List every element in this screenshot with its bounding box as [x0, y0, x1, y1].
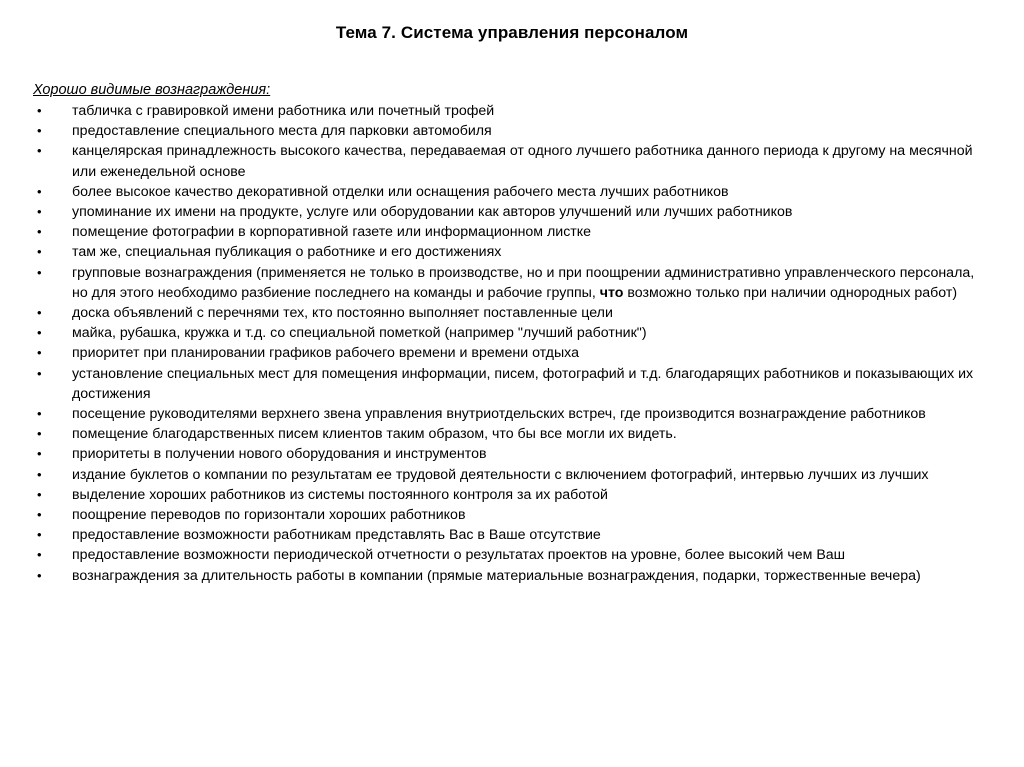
- list-item-text: поощрение переводов по горизонтали хороших работников: [72, 507, 466, 524]
- list-item-text: помещение благодарственных писем клиентов таким образом, что бы все могли их видеть.: [72, 426, 677, 443]
- list-item-text: предоставление специального места для парковки автомобиля: [72, 123, 492, 140]
- list-item: [33, 343, 991, 363]
- bullet-icon: •: [37, 143, 42, 159]
- bullet-icon: •: [37, 466, 42, 482]
- list-item-text: издание буклетов о компании по результатам ее трудовой деятельности с включением фотографий, интервью лучших из лучших: [72, 466, 929, 483]
- list-item: [33, 222, 991, 242]
- list-item-text: установление специальных мест для помещения информации, писем, фотографий и т.д. благодарящих работников и показывающих их достижения: [72, 365, 974, 402]
- list-item-text: приоритеты в получении нового оборудования и инструментов: [72, 446, 487, 463]
- bullet-icon: •: [37, 486, 42, 502]
- list-item-text: [72, 263, 991, 303]
- bullet-icon: •: [37, 305, 42, 321]
- bullet-icon: •: [37, 183, 42, 199]
- list-item: [33, 424, 991, 444]
- page-title: Тема 7. Система управления персоналом: [335, 23, 689, 42]
- rewards-bullet-list: [33, 101, 991, 586]
- section-heading: Хорошо видимые вознаграждения:: [33, 82, 271, 98]
- bullet-icon: •: [37, 264, 42, 280]
- bullet-icon: •: [37, 406, 42, 422]
- list-item-text: упоминание их имени на продукте, услуге или оборудовании как авторов улучшений или лучших работников: [72, 204, 793, 221]
- list-item: [33, 121, 991, 141]
- list-item-text: предоставление возможности периодической отчетности о результатах проектов на уровне, более высокий чем Ваш: [72, 547, 846, 564]
- bullet-icon: •: [37, 567, 42, 583]
- list-item: [33, 202, 991, 222]
- bullet-icon: •: [37, 204, 42, 220]
- list-item: [33, 485, 991, 505]
- bullet-icon: •: [37, 224, 42, 240]
- list-item-text: доска объявлений с перечнями тех, кто постоянно выполняет поставленные цели: [72, 305, 613, 322]
- content-body: [33, 80, 991, 586]
- list-item: [33, 566, 991, 586]
- section-heading-row: [33, 80, 991, 101]
- list-item-text-emphasis: что: [599, 284, 624, 301]
- bullet-icon: •: [37, 507, 42, 523]
- list-item-text: вознаграждения за длительность работы в компании (прямые материальные вознаграждения, подарки, торжественные вечера): [72, 567, 921, 584]
- bullet-icon: •: [37, 527, 42, 543]
- list-item-text: майка, рубашка, кружка и т.д. со специальной пометкой (например "лучший работник"): [72, 325, 647, 342]
- list-item-text: выделение хороших работников из системы постоянного контроля за их работой: [72, 486, 608, 503]
- bullet-icon: •: [37, 365, 42, 381]
- list-item: [33, 465, 991, 485]
- bullet-icon: •: [37, 123, 42, 139]
- list-item: [33, 263, 991, 303]
- list-item-text: помещение фотографии в корпоративной газете или информационном листке: [72, 224, 592, 241]
- bullet-icon: •: [37, 244, 42, 260]
- list-item: [33, 525, 991, 545]
- list-item-text: приоритет при планировании графиков рабочего времени и времени отдыха: [72, 345, 579, 362]
- bullet-icon: •: [37, 446, 42, 462]
- list-item: [33, 101, 991, 121]
- list-item: [33, 404, 991, 424]
- list-item: [33, 182, 991, 202]
- list-item: [33, 364, 991, 404]
- bullet-icon: •: [37, 547, 42, 563]
- bullet-icon: •: [37, 325, 42, 341]
- list-item: [33, 505, 991, 525]
- list-item-text: более высокое качество декоративной отделки или оснащения рабочего места лучших работников: [72, 183, 729, 200]
- list-item-text-suffix: возможно только при наличии однородных работ): [623, 284, 958, 301]
- list-item: [33, 141, 991, 181]
- list-item: [33, 242, 991, 262]
- list-item-text: там же, специальная публикация о работнике и его достижениях: [72, 244, 502, 261]
- list-item: [33, 444, 991, 464]
- bullet-icon: •: [37, 103, 42, 118]
- list-item-text: канцелярская принадлежность высокого качества, передаваемая от одного лучшего работника данного периода к другому на месячной или еженедельной основе: [72, 143, 973, 180]
- list-item-text: табличка с гравировкой имени работника или почетный трофей: [72, 103, 495, 119]
- list-item: [33, 323, 991, 343]
- list-item-text: посещение руководителями верхнего звена управления внутриотдельских встреч, где производится вознаграждение работников: [72, 406, 926, 423]
- bullet-icon: •: [37, 345, 42, 361]
- list-item: [33, 303, 991, 323]
- bullet-icon: •: [37, 426, 42, 442]
- list-item: [33, 545, 991, 565]
- list-item-text: предоставление возможности работникам представлять Вас в Ваше отсутствие: [72, 527, 601, 544]
- list-item-text-prefix: групповые вознаграждения (применяется не только в производстве, но и при поощрении административно управленческого персонала, но для этого необходимо разбиение последнего на команды и рабочие группы,: [72, 264, 975, 301]
